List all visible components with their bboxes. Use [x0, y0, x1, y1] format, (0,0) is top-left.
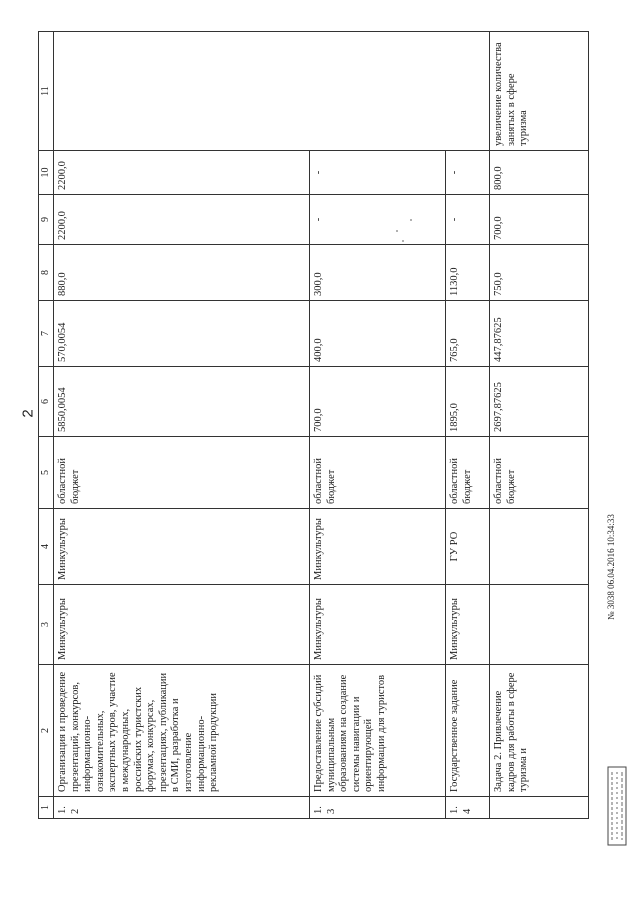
program-table	[38, 31, 589, 819]
table-row	[490, 32, 589, 819]
row-executor: Минкультуры	[310, 585, 446, 665]
header-cell: 4	[39, 509, 54, 585]
row-executor	[490, 585, 589, 665]
row-name: Задача 2. Привлечение кадров для работы в сфере туризма и	[490, 665, 589, 797]
row-total: 5850,0054	[54, 367, 310, 437]
row-y2019: 800,0	[490, 151, 589, 195]
row-y2018: 700,0	[490, 195, 589, 245]
row-y2018: -	[310, 195, 446, 245]
header-cell: 10	[39, 151, 54, 195]
scan-speck	[396, 230, 398, 232]
row-total: 2697,87625	[490, 367, 589, 437]
row-y2017: 750,0	[490, 245, 589, 301]
row-y2017: 300,0	[310, 245, 446, 301]
barcode-seal-icon	[607, 766, 627, 846]
row-y2016: 400,0	[310, 301, 446, 367]
row-id: 1.4	[446, 797, 490, 819]
row-id	[490, 797, 589, 819]
row-y2017: 1130,0	[446, 245, 490, 301]
table-row	[310, 32, 446, 819]
row-y2018: 2200,0	[54, 195, 310, 245]
row-coexecutor: ГУ РО	[446, 509, 490, 585]
header-cell: 7	[39, 301, 54, 367]
row-y2019: -	[310, 151, 446, 195]
row-executor: Минкультуры	[446, 585, 490, 665]
header-cell: 11	[39, 32, 54, 151]
header-cell: 2	[39, 665, 54, 797]
row-result: увеличение количества занятых в сфере туризма	[490, 32, 589, 151]
header-cell: 5	[39, 437, 54, 509]
row-y2016: 447,87625	[490, 301, 589, 367]
row-id: 1.2	[54, 797, 310, 819]
row-y2019: 2200,0	[54, 151, 310, 195]
row-coexecutor	[490, 509, 589, 585]
row-coexecutor: Минкультуры	[310, 509, 446, 585]
header-cell: 6	[39, 367, 54, 437]
row-result	[54, 32, 490, 151]
registration-stamp: № 3038 06.04.2016 10:34:33	[606, 514, 616, 620]
row-y2017: 880,0	[54, 245, 310, 301]
row-total: 700,0	[310, 367, 446, 437]
row-executor: Минкультуры	[54, 585, 310, 665]
row-y2016: 570,0054	[54, 301, 310, 367]
row-total: 1895,0	[446, 367, 490, 437]
scan-speck	[410, 219, 412, 221]
row-source: областной бюджет	[54, 437, 310, 509]
page-number: 2	[19, 409, 37, 418]
row-name: Государственное задание	[446, 665, 490, 797]
row-coexecutor: Минкультуры	[54, 509, 310, 585]
rotated-page	[38, 32, 585, 819]
header-cell: 3	[39, 585, 54, 665]
header-cell: 1	[39, 797, 54, 819]
row-name: Организация и проведение презентаций, конкурсов, информационно-ознакомительных, экспертных туров, участие в международных, российских туристских форумах, конкурсах, презентациях, публикации в СМИ, разработка и изготовление информационно-рекламной продукции	[54, 665, 310, 797]
table-row	[446, 32, 490, 819]
row-y2018: -	[446, 195, 490, 245]
row-y2016: 765,0	[446, 301, 490, 367]
row-name: Предоставление субсидий муниципальным образованиям на создание системы навигации и ориентирующей информации для туристов	[310, 665, 446, 797]
row-id: 1.3	[310, 797, 446, 819]
row-source: областной бюджет	[310, 437, 446, 509]
table-row	[54, 32, 310, 819]
header-cell: 8	[39, 245, 54, 301]
header-row	[39, 32, 54, 819]
row-y2019: -	[446, 151, 490, 195]
header-cell: 9	[39, 195, 54, 245]
row-source: областной бюджет	[490, 437, 589, 509]
row-source: областной бюджет	[446, 437, 490, 509]
scan-speck	[402, 240, 404, 242]
